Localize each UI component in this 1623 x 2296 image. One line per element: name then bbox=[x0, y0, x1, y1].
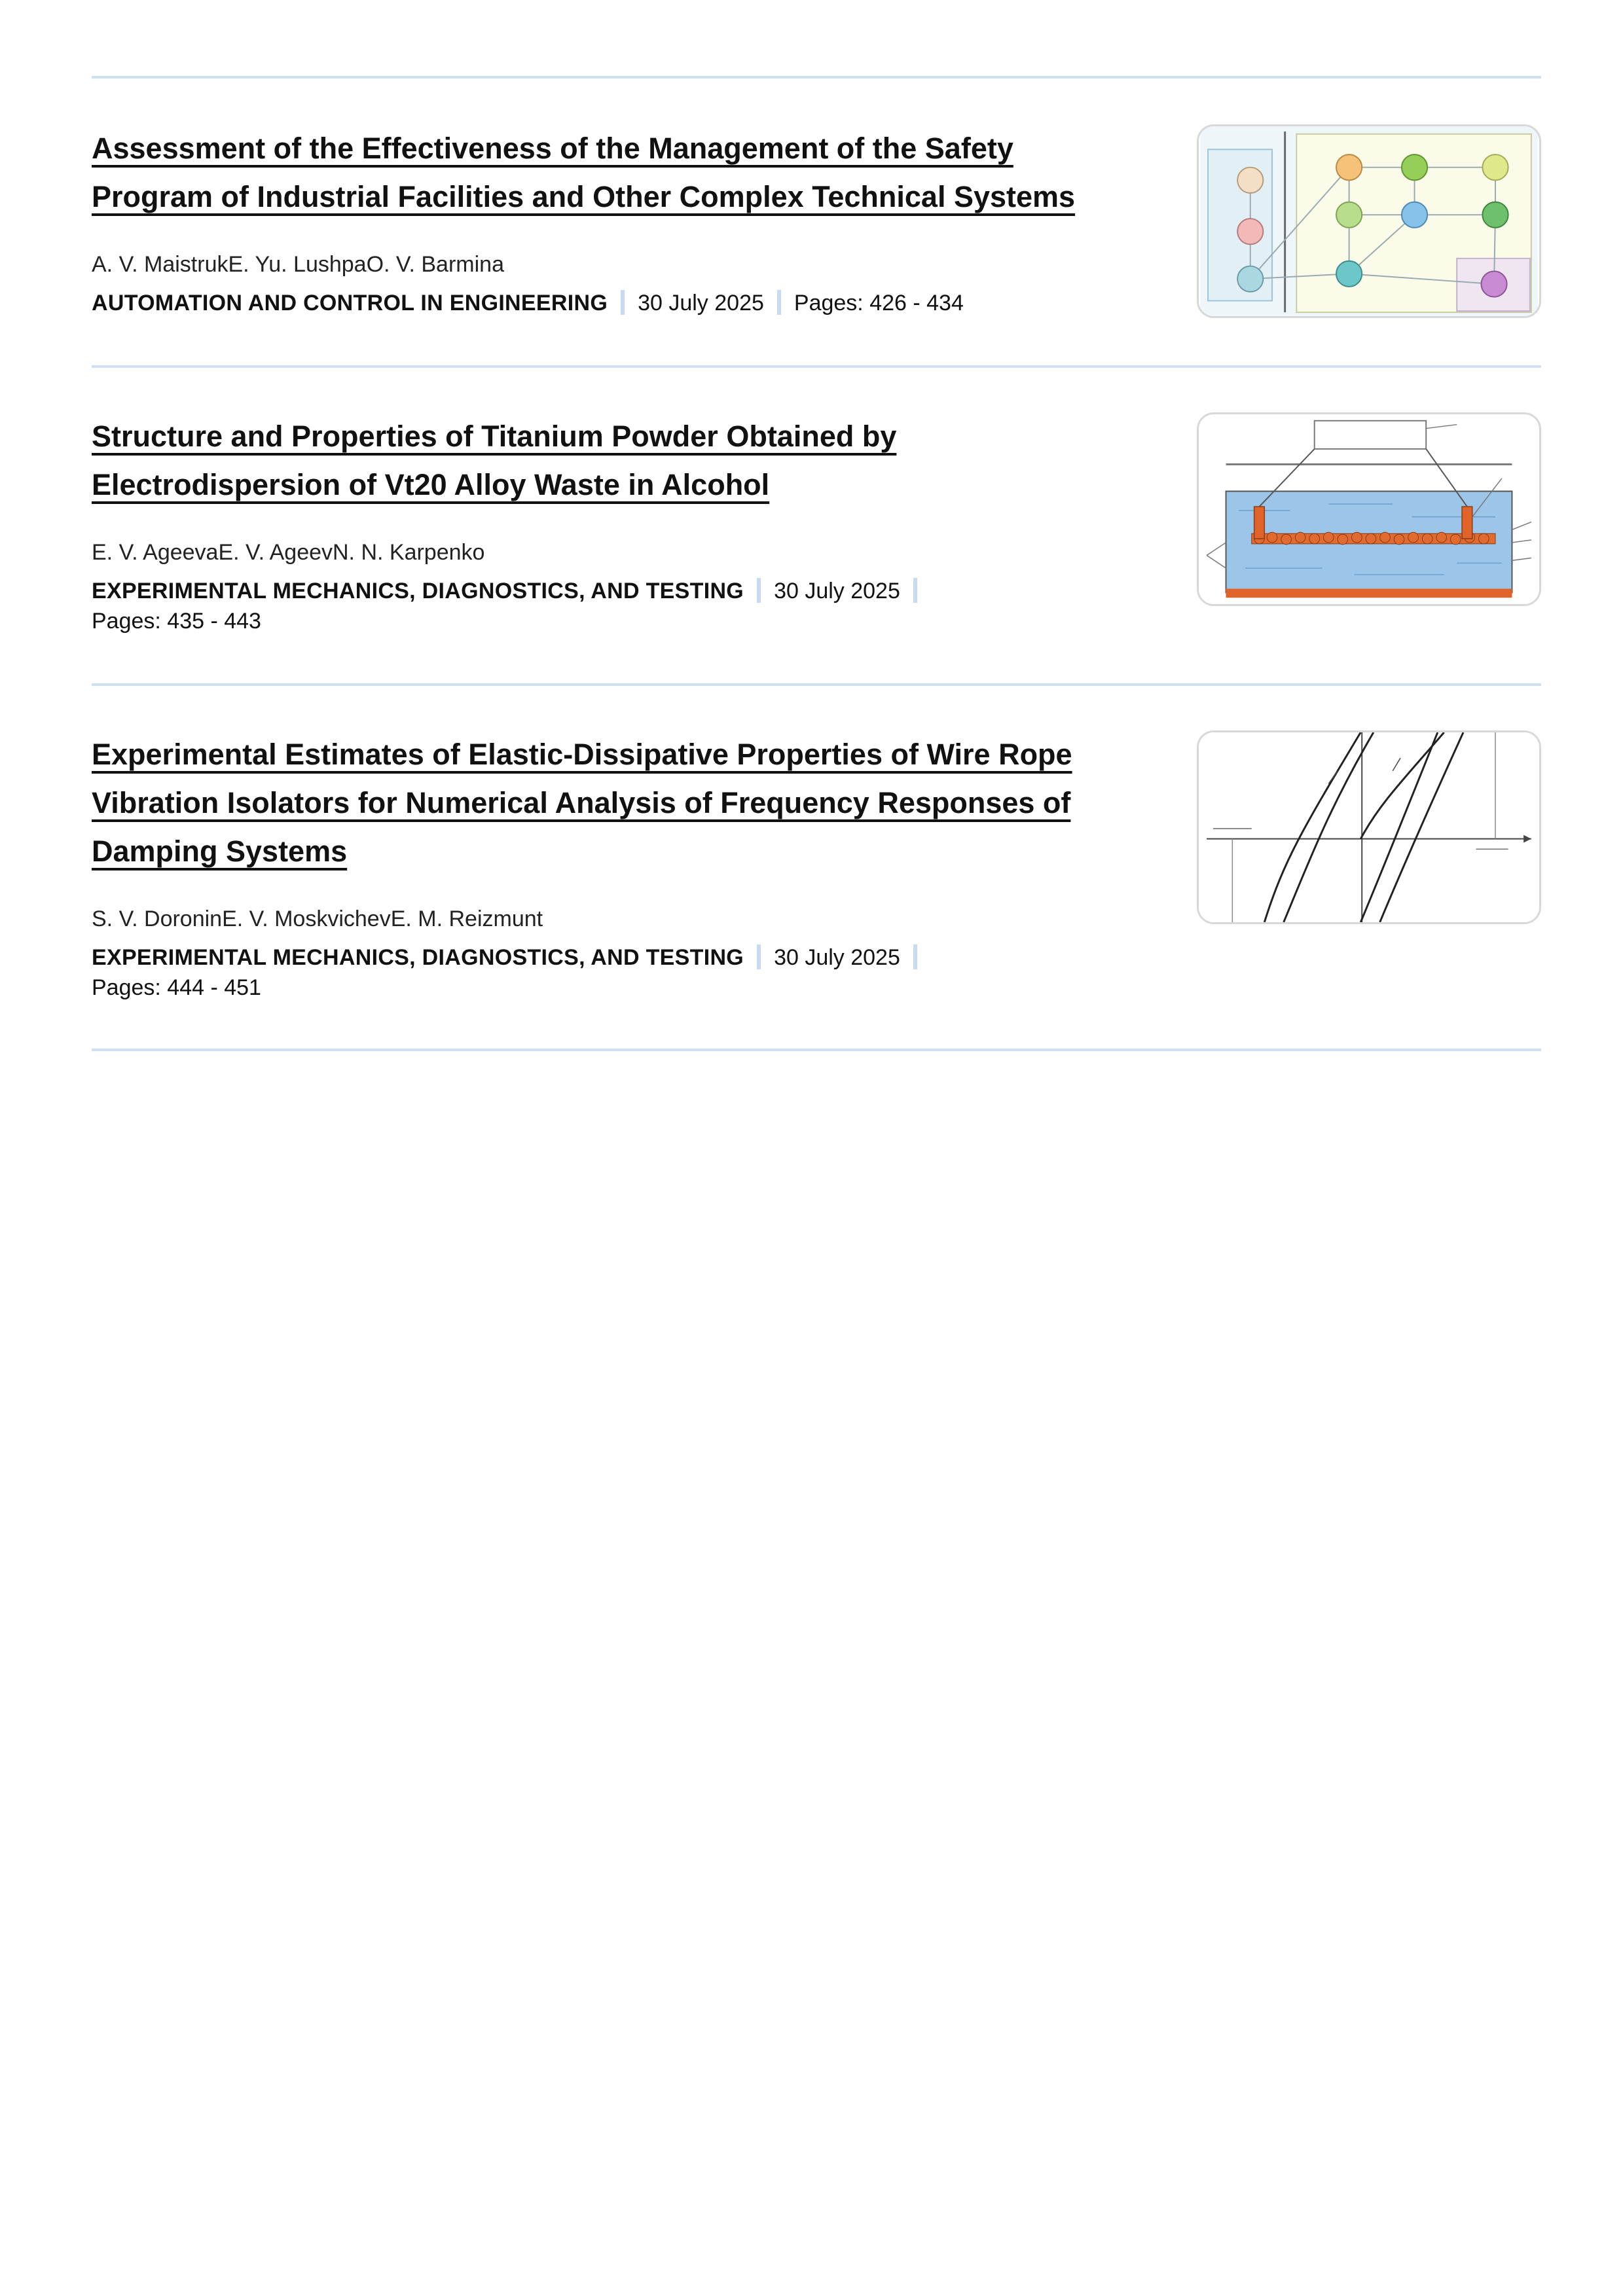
meta-separator bbox=[757, 578, 761, 603]
article-list bbox=[92, 0, 1541, 1051]
meta-separator bbox=[913, 944, 917, 969]
page-range: Pages: 435 - 443 bbox=[92, 609, 261, 634]
network-diagram-thumbnail[interactable] bbox=[1197, 124, 1541, 318]
article-title bbox=[92, 730, 1113, 876]
meta-separator bbox=[777, 290, 781, 315]
journal-section[interactable]: EXPERIMENTAL MECHANICS, DIAGNOSTICS, AND TESTING bbox=[92, 579, 744, 603]
meta-separator bbox=[913, 578, 917, 603]
publication-date: 30 July 2025 bbox=[638, 291, 764, 315]
article-text bbox=[92, 412, 1113, 636]
network-diagram-graphic bbox=[1199, 126, 1539, 316]
publication-date: 30 July 2025 bbox=[774, 945, 900, 970]
page-range: Pages: 444 - 451 bbox=[92, 975, 261, 1000]
article-title-link[interactable]: Structure and Properties of Titanium Powder Obtained by Electrodispersion of Vt20 Alloy Waste in Alcohol bbox=[92, 420, 897, 501]
divider bbox=[92, 1049, 1541, 1051]
article-authors: S. V. DoroninE. V. MoskvichevE. M. Reizmunt bbox=[92, 906, 543, 931]
electrodispersion-setup-graphic bbox=[1199, 414, 1539, 604]
article-text bbox=[92, 730, 1113, 1003]
article-item bbox=[92, 368, 1541, 683]
article-title bbox=[92, 124, 1113, 221]
article-authors: E. V. AgeevaE. V. AgeevN. N. Karpenko bbox=[92, 540, 485, 565]
hysteresis-plot-thumbnail[interactable] bbox=[1197, 730, 1541, 924]
hysteresis-plot-graphic bbox=[1199, 732, 1539, 922]
article-text bbox=[92, 124, 1113, 318]
article-authors: A. V. MaistrukE. Yu. LushpaO. V. Barmina bbox=[92, 252, 504, 277]
article-title bbox=[92, 412, 1113, 509]
article-meta bbox=[92, 288, 1113, 318]
meta-separator bbox=[757, 944, 761, 969]
journal-section[interactable]: EXPERIMENTAL MECHANICS, DIAGNOSTICS, AND TESTING bbox=[92, 945, 744, 970]
electrodispersion-setup-thumbnail[interactable] bbox=[1197, 412, 1541, 606]
article-item bbox=[92, 686, 1541, 1049]
meta-separator bbox=[621, 290, 625, 315]
page-range: Pages: 426 - 434 bbox=[793, 291, 964, 315]
article-meta bbox=[92, 576, 1113, 636]
article-meta bbox=[92, 942, 1113, 1003]
article-title-link[interactable]: Assessment of the Effectiveness of the Management of the Safety Program of Industrial Facilities and Other Complex Technical Systems bbox=[92, 132, 1076, 213]
article-title-link[interactable]: Experimental Estimates of Elastic-Dissipative Properties of Wire Rope Vibration Isolators for Numerical Analysis of Frequency Responses of Damping Systems bbox=[92, 738, 1072, 868]
publication-date: 30 July 2025 bbox=[774, 579, 900, 603]
article-item bbox=[92, 79, 1541, 365]
journal-section[interactable]: AUTOMATION AND CONTROL IN ENGINEERING bbox=[92, 291, 608, 315]
